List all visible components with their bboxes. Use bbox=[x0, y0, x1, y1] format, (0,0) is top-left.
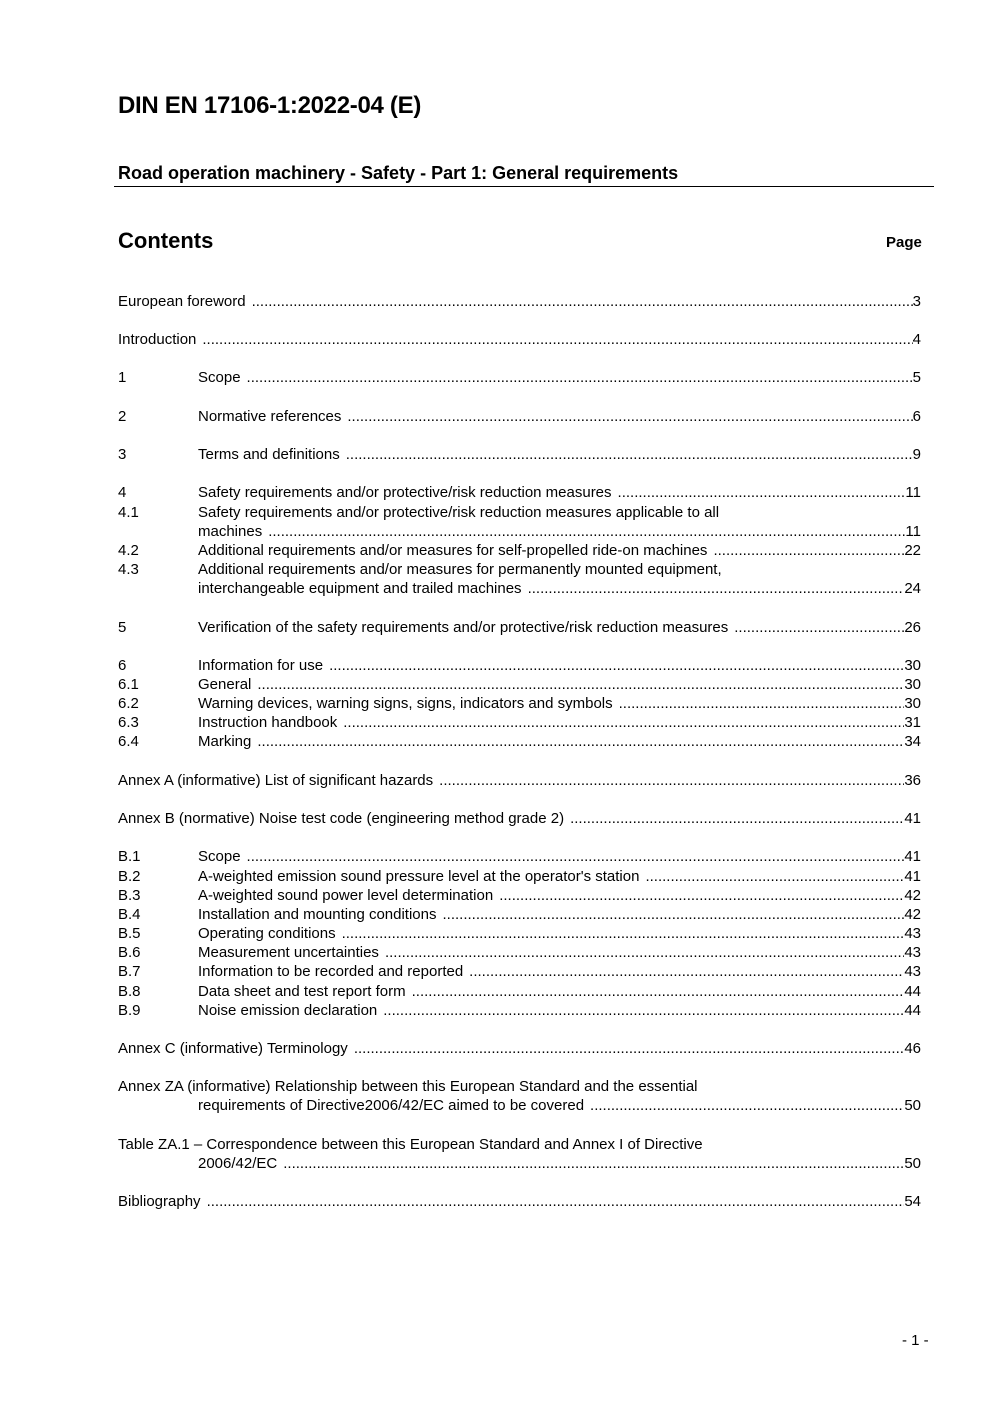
toc-entry-3[interactable] bbox=[118, 445, 921, 464]
toc-entry-page: 46 bbox=[904, 1040, 921, 1057]
toc-entry-text: Annex ZA (informative) Relationship between this European Standard and the essential bbox=[118, 1078, 698, 1095]
dot-leader bbox=[354, 1039, 905, 1058]
toc-entry-text: Annex B (normative) Noise test code (engineering method grade 2) bbox=[118, 810, 565, 827]
toc-entry-b2[interactable] bbox=[118, 867, 921, 886]
toc-entry-page: 44 bbox=[904, 1002, 921, 1019]
toc-entry-6-3[interactable] bbox=[118, 713, 921, 732]
dot-leader bbox=[499, 886, 904, 905]
toc-entry-2[interactable] bbox=[118, 407, 921, 426]
toc-entry-number: B.5 bbox=[118, 925, 141, 942]
dot-leader bbox=[283, 1154, 904, 1173]
toc-entry-b8[interactable] bbox=[118, 982, 921, 1001]
toc-entry-6-1[interactable] bbox=[118, 675, 921, 694]
dot-leader bbox=[329, 656, 904, 675]
dot-leader bbox=[619, 694, 905, 713]
dot-leader bbox=[252, 292, 913, 311]
toc-entry-number: B.3 bbox=[118, 887, 141, 904]
toc-entry-page: 30 bbox=[904, 676, 921, 693]
toc-entry-text: Bibliography bbox=[118, 1193, 201, 1210]
toc-entry-page: 34 bbox=[904, 733, 921, 750]
toc-entry-page: 43 bbox=[904, 925, 921, 942]
toc-entry-text: Instruction handbook bbox=[198, 714, 338, 731]
toc-entry-page: 44 bbox=[904, 983, 921, 1000]
toc-entry-bibliography[interactable] bbox=[118, 1192, 921, 1211]
toc-entry-page: 24 bbox=[904, 580, 921, 597]
dot-leader bbox=[347, 407, 912, 426]
toc-entry-number: 6.3 bbox=[118, 714, 139, 731]
toc-entry-page: 26 bbox=[904, 619, 921, 636]
toc-entry-page: 30 bbox=[904, 657, 921, 674]
toc-entry-text-continued: 2006/42/EC bbox=[198, 1155, 278, 1172]
dot-leader bbox=[346, 445, 913, 464]
toc-entry-page: 42 bbox=[904, 887, 921, 904]
toc-entry-text: A-weighted emission sound pressure level at the operator's station bbox=[198, 868, 640, 885]
toc-entry-page: 41 bbox=[904, 848, 921, 865]
toc-entry-text: Information to be recorded and reported bbox=[198, 963, 464, 980]
toc-entry-4-1[interactable] bbox=[118, 503, 921, 541]
toc-entry-text: Table ZA.1 – Correspondence between this European Standard and Annex I of Directive bbox=[118, 1136, 703, 1153]
contents-heading: Contents bbox=[118, 228, 214, 253]
toc-entry-page: 41 bbox=[904, 868, 921, 885]
toc-entry-number: B.4 bbox=[118, 906, 141, 923]
dot-leader bbox=[734, 618, 904, 637]
toc-entry-4-3[interactable] bbox=[118, 560, 921, 598]
toc-entry-foreword[interactable] bbox=[118, 292, 921, 311]
toc-entry-number: B.7 bbox=[118, 963, 141, 980]
toc-entry-text: Safety requirements and/or protective/risk reduction measures applicable to all bbox=[198, 504, 720, 521]
toc-entry-1[interactable] bbox=[118, 368, 921, 387]
toc-entry-5[interactable] bbox=[118, 618, 921, 637]
toc-entry-text: Verification of the safety requirements and/or protective/risk reduction measures bbox=[198, 619, 729, 636]
dot-leader bbox=[207, 1192, 905, 1211]
toc-entry-page: 50 bbox=[904, 1097, 921, 1114]
toc-entry-page: 36 bbox=[904, 772, 921, 789]
toc-entry-text: Installation and mounting conditions bbox=[198, 906, 437, 923]
dot-leader bbox=[570, 809, 904, 828]
toc-entry-text: Annex A (informative) List of significant hazards bbox=[118, 772, 434, 789]
dot-leader bbox=[618, 483, 906, 502]
toc-entry-number: B.6 bbox=[118, 944, 141, 961]
toc-entry-text: Warning devices, warning signs, signs, indicators and symbols bbox=[198, 695, 613, 712]
toc-entry-text-continued: machines bbox=[198, 523, 263, 540]
toc-entry-number: 6.4 bbox=[118, 733, 139, 750]
page-column-heading: Page bbox=[886, 234, 922, 251]
toc-entry-number: 6.1 bbox=[118, 676, 139, 693]
toc-entry-annex-b[interactable] bbox=[118, 809, 921, 828]
toc-entry-text: Additional requirements and/or measures for self-propelled ride-on machines bbox=[198, 542, 708, 559]
toc-entry-number: B.9 bbox=[118, 1002, 141, 1019]
toc-entry-text: Operating conditions bbox=[198, 925, 336, 942]
dot-leader bbox=[257, 732, 904, 751]
dot-leader bbox=[385, 943, 904, 962]
toc-entry-introduction[interactable] bbox=[118, 330, 921, 349]
toc-entry-text: Noise emission declaration bbox=[198, 1002, 378, 1019]
dot-leader bbox=[247, 368, 913, 387]
title-underline bbox=[114, 186, 934, 187]
footer-page-number: - 1 - bbox=[902, 1332, 929, 1349]
toc-entry-number: 6 bbox=[118, 657, 127, 674]
toc-entry-number: 3 bbox=[118, 446, 127, 463]
dot-leader bbox=[590, 1096, 904, 1115]
toc-entry-text: Scope bbox=[198, 848, 241, 865]
toc-entry-number: 5 bbox=[118, 619, 127, 636]
toc-entry-b5[interactable] bbox=[118, 924, 921, 943]
toc-entry-annex-za[interactable] bbox=[118, 1077, 921, 1115]
toc-entry-6-2[interactable] bbox=[118, 694, 921, 713]
dot-leader bbox=[268, 522, 905, 541]
document-title: Road operation machinery - Safety - Part 1: General requirements bbox=[118, 163, 679, 183]
toc-entry-page: 50 bbox=[904, 1155, 921, 1172]
toc-entry-text: Introduction bbox=[118, 331, 197, 348]
toc-entry-number: B.8 bbox=[118, 983, 141, 1000]
toc-entry-page: 4 bbox=[912, 331, 921, 348]
toc-entry-4[interactable] bbox=[118, 483, 921, 502]
dot-leader bbox=[439, 771, 904, 790]
toc-entry-page: 54 bbox=[904, 1193, 921, 1210]
dot-leader bbox=[713, 541, 904, 560]
toc-entry-text: Terms and definitions bbox=[198, 446, 340, 463]
toc-entry-b4[interactable] bbox=[118, 905, 921, 924]
toc-entry-page: 43 bbox=[904, 963, 921, 980]
toc-entry-page: 11 bbox=[905, 523, 921, 540]
toc-entry-number: 2 bbox=[118, 408, 127, 425]
dot-leader bbox=[247, 847, 905, 866]
toc-entry-number: B.1 bbox=[118, 848, 141, 865]
dot-leader bbox=[342, 924, 905, 943]
toc-entry-number: 4.2 bbox=[118, 542, 139, 559]
dot-leader bbox=[469, 962, 904, 981]
dot-leader bbox=[257, 675, 904, 694]
document-id: DIN EN 17106-1:2022-04 (E) bbox=[118, 92, 422, 119]
toc-entry-text: Scope bbox=[198, 369, 241, 386]
toc-entry-text: Additional requirements and/or measures for permanently mounted equipment, bbox=[198, 561, 722, 578]
toc-entry-number: B.2 bbox=[118, 868, 141, 885]
toc-entry-number: 4.3 bbox=[118, 561, 139, 578]
dot-leader bbox=[343, 713, 904, 732]
toc-entry-text-continued: requirements of Directive2006/42/EC aimed to be covered bbox=[198, 1097, 585, 1114]
toc-entry-page: 6 bbox=[912, 408, 921, 425]
toc-entry-page: 30 bbox=[904, 695, 921, 712]
toc-entry-text-continued: interchangeable equipment and trailed machines bbox=[198, 580, 522, 597]
toc-entry-number: 1 bbox=[118, 369, 127, 386]
dot-leader bbox=[383, 1001, 904, 1020]
toc-entry-table-za1[interactable] bbox=[118, 1135, 921, 1173]
dot-leader bbox=[528, 579, 905, 598]
dot-leader bbox=[443, 905, 905, 924]
toc-entry-page: 42 bbox=[904, 906, 921, 923]
toc-entry-text: Annex C (informative) Terminology bbox=[118, 1040, 348, 1057]
toc-entry-number: 4 bbox=[118, 484, 127, 501]
toc-entry-text: Normative references bbox=[198, 408, 342, 425]
toc-entry-annex-c[interactable] bbox=[118, 1039, 921, 1058]
toc-entry-b1[interactable] bbox=[118, 847, 921, 866]
toc-entry-number: 4.1 bbox=[118, 504, 139, 521]
toc-entry-text: European foreword bbox=[118, 293, 246, 310]
toc-entry-annex-a[interactable] bbox=[118, 771, 921, 790]
dot-leader bbox=[202, 330, 912, 349]
toc-entry-text: Data sheet and test report form bbox=[198, 983, 406, 1000]
toc-entry-page: 41 bbox=[904, 810, 921, 827]
toc-entry-page: 3 bbox=[912, 293, 921, 310]
toc-entry-page: 43 bbox=[904, 944, 921, 961]
toc-entry-6[interactable] bbox=[118, 656, 921, 675]
toc-entry-text: A-weighted sound power level determination bbox=[198, 887, 494, 904]
dot-leader bbox=[645, 867, 904, 886]
toc-entry-b9[interactable] bbox=[118, 1001, 921, 1020]
toc-entry-4-2[interactable] bbox=[118, 541, 921, 560]
toc-entry-page: 9 bbox=[912, 446, 921, 463]
toc-entry-page: 11 bbox=[905, 484, 921, 501]
toc-entry-text: Marking bbox=[198, 733, 252, 750]
toc-entry-text: Measurement uncertainties bbox=[198, 944, 379, 961]
toc-entry-page: 5 bbox=[912, 369, 921, 386]
toc-entry-b3[interactable] bbox=[118, 886, 921, 905]
toc-entry-page: 31 bbox=[904, 714, 921, 731]
toc-entry-text: Safety requirements and/or protective/risk reduction measures bbox=[198, 484, 612, 501]
toc-entry-number: 6.2 bbox=[118, 695, 139, 712]
toc-entry-6-4[interactable] bbox=[118, 732, 921, 751]
toc-entry-b7[interactable] bbox=[118, 962, 921, 981]
toc-entry-text: General bbox=[198, 676, 252, 693]
toc-entry-page: 22 bbox=[904, 542, 921, 559]
dot-leader bbox=[412, 982, 905, 1001]
toc-entry-b6[interactable] bbox=[118, 943, 921, 962]
toc-entry-text: Information for use bbox=[198, 657, 324, 674]
